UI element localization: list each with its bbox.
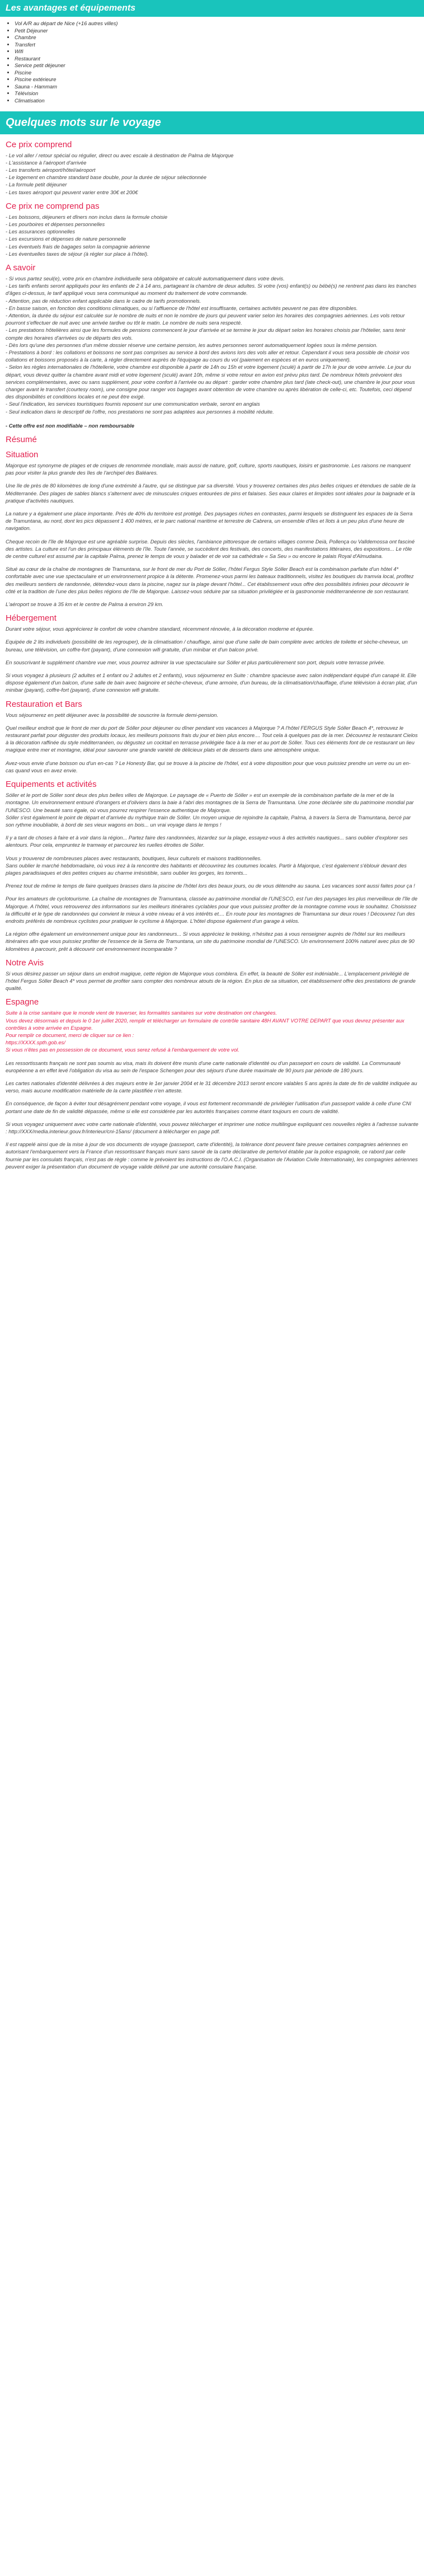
list-item: • Restaurant (15, 55, 424, 62)
espagne-paragraph: Les cartes nationales d'identité délivrées à des majeurs entre le 1er janvier 2004 et le 31 décembre 2013 seront encore valables 5 ans après la date de fin de validité indiquée au verso, mais aucune modification matérielle de la carte plastifiée n'en atteste. (6, 1080, 417, 1094)
equipements-paragraph: Il y a tant de choses à faire et à voir dans la région... Partez faire des randonnées, lézardez sur la plage, essayez-vous à des activités nautiques... sans oublier d'explorer ses alentours. Pour cela, empruntez le tramway et parcourez les ruelles étroites de Sóller. (6, 834, 408, 848)
list-item: • Service petit déjeuner (15, 62, 424, 68)
alert-line: Suite à la crise sanitaire que le monde vient de traverser, les formalités sanitaires sur votre destination ont changées. (6, 1010, 277, 1016)
non-refundable-note: - Cette offre est non modifiable – non remboursable (6, 422, 135, 429)
list-item: - Attention, la durée du séjour est calculée sur le nombre de nuits et non le nombre de jours qui peuvent varier selon les horaires des compagnies aériennes. Les vols retour pourront s'effectuer de nuit avec une arrivée tardive ou tôt le matin. Le nombre de nuits sera respecté. (6, 312, 405, 326)
list-item: - Seul indication dans le descriptif de l'offre, nos prestations ne sont pas adaptées aux personnes à mobilité réduite. (6, 408, 274, 415)
list-item: - Les tarifs enfants seront appliqués pour les enfants de 2 à 14 ans, partageant la chambre de deux adultes. Si votre (vos) enfant(s) ou bébé(s) ne rentrent pas dans les tranches d'âges ci-dessus, le tarif appliqué vous sera communiqué au moment du traitement de votre commande. (6, 283, 417, 297)
list-item: - Si vous partez seul(e), votre prix en chambre individuelle sera obligatoire et calculé automatiquement dans votre devis. (6, 275, 285, 281)
list-item: • Climatisation (15, 97, 424, 104)
list-item: - Le vol aller / retour spécial ou régulier, direct ou avec escale à destination de Palma de Majorque (6, 152, 234, 158)
espagne-heading: Espagne (6, 997, 39, 1007)
a-savoir-heading: A savoir (6, 262, 36, 273)
advantages-list (15, 20, 424, 104)
list-item: • Petit Déjeuner (15, 27, 424, 34)
equipements-paragraph: Prenez tout de même le temps de faire quelques brasses dans la piscine de l'hôtel lors des beaux jours, ou de vous détendre au sauna. Les vacances sont aussi faites pour ça ! (6, 883, 415, 889)
hebergement-paragraph: Durant votre séjour, vous apprécierez le confort de votre chambre standard, récemment rénovée, à la décoration moderne et épurée. (6, 626, 314, 632)
situation-paragraph: Cheque recoin de l'île de Majorque est une agréable surprise. Depuis des siècles, l'ambiance pittoresque de certains villages comme Deià, Pollença ou Valldemossa ont fasciné des artistes. La culture est l'un des principaux éléments de l'île. Toute l'année, se succèdent des festivals, des concerts, des manifestations littéraires, des expositions... Le rôle de centre culturel est assumé par la capitale Palma, prenez le temps de vous y balader et de voir sa cathédrale « Sa Seu » ou encore le palais Royal d'Almudaina. (6, 538, 415, 560)
list-item: - Les assurances optionnelles (6, 228, 76, 235)
list-item: - Attention, pas de réduction enfant applicable dans le cadre de tarifs promotionnels. (6, 297, 201, 304)
notre-avis-text: Si vous désirez passer un séjour dans un endroit magique, cette région de Majorque vous comblera. En effet, la beauté de Sóller est indéniable... L'emplacement privilégié de l'hôtel Fergus Sóller Beach 4* vous permet de profiter sans compter des nombreux atouts de la région. En plus de sa situation, cet établissement offre des prestations de grande qualité. (6, 970, 416, 992)
list-item: - La formule petit déjeuner (6, 181, 67, 188)
list-item: - Dès lors qu'une des personnes d'un même dossier réserve une certaine pension, les autres personnes seront automatiquement logées sous la même pension. (6, 341, 378, 348)
list-item: - Le logement en chambre standard base double, pour la durée de séjour sélectionnée (6, 174, 207, 181)
hebergement-paragraph: En souscrivant le supplément chambre vue mer, vous pourrez admirer la vue spectaculaire sur Sóller et plus particulièrement son port, depuis votre terrasse privée. (6, 659, 385, 665)
hebergement-heading: Hébergement (6, 613, 56, 623)
alert-line: Vous devez désormais et depuis le 0 1er juillet 2020, remplir et télécharger un formulaire de contrôle sanitaire 48H AVANT VOTRE DEPART que vous devrez présenter aux contrôles à votre arrivée en Espagne. (6, 1017, 404, 1031)
sanitary-alert (6, 1009, 418, 1053)
voyage-banner: Quelques mots sur le voyage (0, 111, 424, 134)
list-item: • Chambre (15, 34, 424, 40)
restauration-paragraph: Quel meilleur endroit que le front de mer du port de Sóller pour déjeuner ou dîner pendant vos vacances à Majorque ? A l'hôtel FERGUS Style Sóller Beach 4*, retrouvez le restaurant parfait pour déguster des produits locaux, les meilleurs poissons frais du jour et bien plus encore.... Tout cela à quelques pas de la mer. Découvrez le restaurant Cielos à la décoration raffinée du style méditerranéen, ou dégustez un cocktail en terrasse privilégiée face à la mer et au port de Sóller. Tous ces éléments font de ce restaurant un lieu magique entre mer et montagne, idéal pour savourer une grande variété de délicieux plats et de desserts dans une atmosphère unique. (6, 724, 418, 753)
list-item: • Sauna - Hammam (15, 83, 424, 90)
equipements-paragraph: Sóller et le port de Sóller sont deux des plus belles villes de Majorque. Le paysage de « Puerto de Sóller » est un exemple de la combinaison parfaite de la mer et de la montagne. Un environnement entouré d'orangers et d'oliviers dans la baie à l'abri des montagnes de la Serra de Tramuntana. Une zone déclarée site du patrimoine mondial par l'UNESCO. Une beauté sans égale, où vous pourrez respirer l'essence authentique de Majorque. Sóller s'est également le point de départ et d'arrivée du mythique train de Sóller. Un moyen unique de rejoindre la capitale, Palma, à travers la Serra de Tramuntana, bercé par son rythme inoubliable, à bord de ses vieux wagons en bois... un vrai voyage dans le temps ! (6, 792, 414, 828)
list-item: • Piscine (15, 69, 424, 76)
situation-heading: Situation (6, 450, 39, 459)
espagne-paragraph: Il est rappelé ainsi que de la mise à jour de vos documents de voyage (passeport, carte d'identité), la tolérance dont peuvent faire preuve certaines compagnies aériennes en autorisant l'embarquement vers la France d'un ressortissant français muni sans savoir de la carte déclarative de perte/vol établie par la police espagnole, ce rabord par celle fournie par les consulats français, n'est pas de règle : comme le prévoient les instructions de l'O.A.C.I. (Organisation de l'Aviation Civile Internationale), les compagnies aériennes peuvent exiger la présentation d'un document de voyage valide délivré par une autorité consulaire française. (6, 1141, 418, 1170)
restauration-paragraph: Vous séjournerez en petit déjeuner avec la possibilité de souscrire la formule demi-pension. (6, 711, 219, 718)
list-item: - Selon les règles internationales de l'hôtellerie, votre chambre est disponible à partir de 14h ou 15h et votre logement (sculé) à partir de 17h le jour de votre arrivée. Le jour du départ, vous devez quitter la chambre avant midi et votre logement (sculé) avant 10h, même si votre retour en avion est prévu plus tard. De nombreux hôtels prévoient des services complémentaires, avec ou sans supplément, pour votre confort à l'arrivée ou au départ : garder votre chambre plus tard (late check-out), une chambre le jour pour vous changer avant le transfert (courtesy room), une consigne pour ranger vos bagages avant obtention de votre chambre ou après libération de celle-ci, etc. Toutefois, ceci dépend des disponibilités et conditions locales et ne peut être exigé. (6, 364, 415, 400)
list-item: - Les pourboires et dépenses personnelles (6, 220, 105, 227)
equipements-paragraph: Pour les amateurs de cyclotourisme. La chaîne de montagnes de Tramuntana, classée au patrimoine mondial de l'UNESCO, est l'un des paysages les plus merveilleux de l'île de Majorque. A l'hôtel, vous retrouverez des informations sur les meilleurs itinéraires cyclables pour que vous puissiez profiter de la montagne comme vous le souhaitez. Choisissez la difficulté et le type de randonnées qui convient le mieux à votre niveau et à vos intérêts et.... En route pour les montagnes de Tramuntana sur deux roues ! Découvrez l'un des endroits préférés de nombreux cyclistes pour pratiquer le cyclisme à Majorque. L'hôtel dispose également d'un garage à vélos. (6, 895, 418, 924)
equipements-paragraph: La région offre également un environnement unique pour les randonneurs... Si vous appréciez le trekking, n'hésitez pas à vous renseigner auprès de l'hôtel sur les meilleurs itinéraires afin que vous puissiez profiter de l'essence de la Serra de Tramuntana, un site du patrimoine mondial de l'UNESCO. Un environnement 100% naturel avec plus de 90 kilomètres à parcourir, prêt à découvrir cet environnement incomparable ? (6, 931, 414, 952)
list-item: - Seul l'indication, les services touristiques fournis reposent sur une communication verbale, seront en anglais (6, 401, 260, 407)
list-item: - Les boissons, déjeuners et dîners non inclus dans la formule choisie (6, 213, 168, 220)
situation-paragraph: Majorque est synonyme de plages et de criques de renommée mondiale, mais aussi de nature, golf, culture, sports nautiques, loisirs et gastronomie. Les raisons ne manquent pas pour visiter la plus grande des îles de l'archipel des Baléares. (6, 462, 411, 476)
voyage-content (0, 140, 424, 1171)
list-item: - En basse saison, en fonction des conditions climatiques, ou si l'affluence de l'hôtel est insuffisante, certaines activités peuvent ne pas être disponibles. (6, 304, 358, 311)
list-item: - Les prestations hôtelières ainsi que les formules de pensions commencent le jour d'arrivée et se termine le jour du départ selon les horaires choisis par l'hôtelier, sans tenir compte des horaires d'arrivées ou de départs des vols. (6, 327, 406, 341)
a-savoir-list (6, 275, 418, 429)
list-item: - Les taxes aéroport qui peuvent varier entre 30€ et 200€ (6, 189, 138, 195)
notre-avis-heading: Notre Avis (6, 958, 44, 968)
page (0, 0, 424, 1170)
hebergement-paragraph: Si vous voyagez à plusieurs (2 adultes et 1 enfant ou 2 adultes et 2 enfants), vous séjournerez en Suite : chambre spacieuse avec salon indépendant équipé d'un canapé lit. Elle dispose également d'un balcon, d'une salle de bain avec baignoire et sèche-cheveux, d'une armoire, d'un bureau, de la climatisation/chauffage, d'une télévision à écran plat, d'un minibar (payant), coffre-fort (payant), d'une connexion wifi gratuite. (6, 672, 417, 693)
list-item: • Piscine extérieure (15, 76, 424, 82)
list-item: • Vol A/R au départ de Nice (+16 autres villes) (15, 20, 424, 26)
advantages-banner: Les avantages et équipements (0, 0, 424, 17)
list-item: - Prestations à bord : les collations et boissons ne sont pas comprises au service à bord des avions lors des vols aller et retour. Cependant il vous sera possible de choisir vos collations et boissons proposés à la carte, à régler directement auprès de l'équipage au cours du vol (paiement en espèces et en euros uniquement). (6, 349, 409, 363)
situation-paragraph: Situé au cœur de la chaîne de montagnes de Tramuntana, sur le front de mer du Port de Sóller, l'hôtel Fergus Style Sóller Beach est la combinaison parfaite d'un hôtel 4* confortable avec une vue spectaculaire et un environnement propice à la détente. Promenez-vous parmi les bateaux traditionnels, visitez les boutiques du tramvia local, profitez des meilleurs sentiers de randonnée, détendez-vous dans la piscine, nagez sur la plage devant l'hôtel... Cet établissement vous offre des possibilités infinies pour découvrir le côté et la tradition de l'une des plus belles régions de l'île de Majorque. Laissez-vous séduire par sa situation privilégiée et la gastronomie méditerranéenne de son restaurant. (6, 566, 414, 594)
list-item: - L'assistance à l'aéroport d'arrivée (6, 159, 87, 166)
situation-paragraph: L'aéroport se trouve à 35 km et le centre de Palma à environ 29 km. (6, 601, 164, 608)
alert-line: Si vous n'êtes pas en possession de ce document, vous serez refusé à l'embarquement de votre vol. (6, 1047, 239, 1053)
list-item: - Les excursions et dépenses de nature personnelle (6, 236, 126, 242)
equipements-paragraph: Vous y trouverez de nombreuses places avec restaurants, boutiques, lieux culturels et maisons traditionnelles. Sans oublier le marché hebdomadaire, où vous irez à la rencontre des habitants et découvrirez les coutumes locales. Partir à Majorque, c'est également s'éblouir devant des plages paradisiaques et des petites criques au charme irrésistible, sans oublier les gorges, les torrents... (6, 855, 407, 876)
situation-paragraph: Une île de près de 80 kilomètres de long d'une extrémité à l'autre, qui se distingue par sa diversité. Vous y trouverez certaines des plus belles criques et étendues de sable de la Méditerranée. Des plages de sables blancs s'alternent avec de minuscules criques entourées de pins et falaises. Ses eaux claires et limpides sont idéales pour la baignade et la pratique d'activités nautiques. (6, 482, 416, 504)
restauration-paragraph: Avez-vous envie d'une boisson ou d'un en-cas ? Le Honesty Bar, qui se trouve à la piscine de l'hôtel, est à votre disposition pour que vous puissiez prendre un verre ou un en-cas quand vous en avez envie. (6, 759, 411, 773)
equipements-heading: Equipements et activités (6, 780, 97, 790)
prix-compris-list (6, 152, 418, 196)
espagne-paragraph: En conséquence, de façon à éviter tout désagrément pendant votre voyage, il vous est fortement recommandé de privilégier l'utilisation d'un passeport valide à celle d'une CNI portant une date de fin de validité dépassée, même si elle est considérée par les autorités françaises comme étant toujours en cours de validité. (6, 1100, 412, 1114)
hebergement-paragraph: Equipée de 2 lits individuels (possibilité de les regrouper), de la climatisation / chauffage, ainsi que d'une salle de bain complète avec articles de toilette et sèche-cheveux, un bureau, une télévision, un coffre-fort (payant), d'une connexion wifi gratuite, d'un minibar et d'un balcon privé. (6, 639, 408, 653)
sanitary-form-link[interactable]: https://XXXX.spth.gob.es/ (6, 1039, 65, 1046)
list-item: - Les éventuelles taxes de séjour (à régler sur place à l'hôtel). (6, 250, 149, 257)
list-item: • Télévision (15, 90, 424, 96)
list-item: - Les éventuels frais de bagages selon la compagnie aérienne (6, 243, 150, 250)
prix-non-compris-heading: Ce prix ne comprend pas (6, 201, 100, 211)
alert-line: Pour remplir ce document, merci de cliquer sur ce lien : (6, 1031, 134, 1038)
situation-paragraph: La nature y a également une place importante. Près de 40% du territoire est protégé. Des paysages riches en contrastes, parmi lesquels se distinguent les espaces de la Serra de Tramuntana, au nord, dont les pics dépassent 1 400 mètres, et le parc national maritime et terrestre de Cabrera, un ensemble d'îles et îlots à un peu plus d'une heure de navigation. (6, 510, 413, 532)
resume-heading: Résumé (6, 435, 37, 444)
prix-compris-heading: Ce prix comprend (6, 139, 72, 149)
espagne-paragraph: Les ressortissants français ne sont pas soumis au visa, mais ils doivent être munis d'une carte nationale d'identité ou d'un passeport en cours de validité. La Communauté européenne a en effet levé l'obligation du visa au sein de l'espace Schengen pour des séjours d'une durée maximale de 90 jours par période de 180 jours. (6, 1059, 401, 1073)
restauration-heading: Restauration et Bars (6, 699, 82, 709)
espagne-paragraph: Si vous voyagez uniquement avec votre carte nationale d'identité, vous pouvez télécharger et imprimer une notice multilingue expliquant ces nouvelles règles à l'adresse suivante : http://XXX/media.interieur.gouv.fr/interieur/cni-15ans/ (document à télécharger en page pdf. (6, 1120, 418, 1134)
list-item: • Transfert (15, 41, 424, 48)
prix-non-compris-list (6, 213, 418, 257)
list-item: • Wifi (15, 48, 424, 54)
list-item: - Les transferts aéroport/hôtel/aéroport (6, 166, 96, 173)
